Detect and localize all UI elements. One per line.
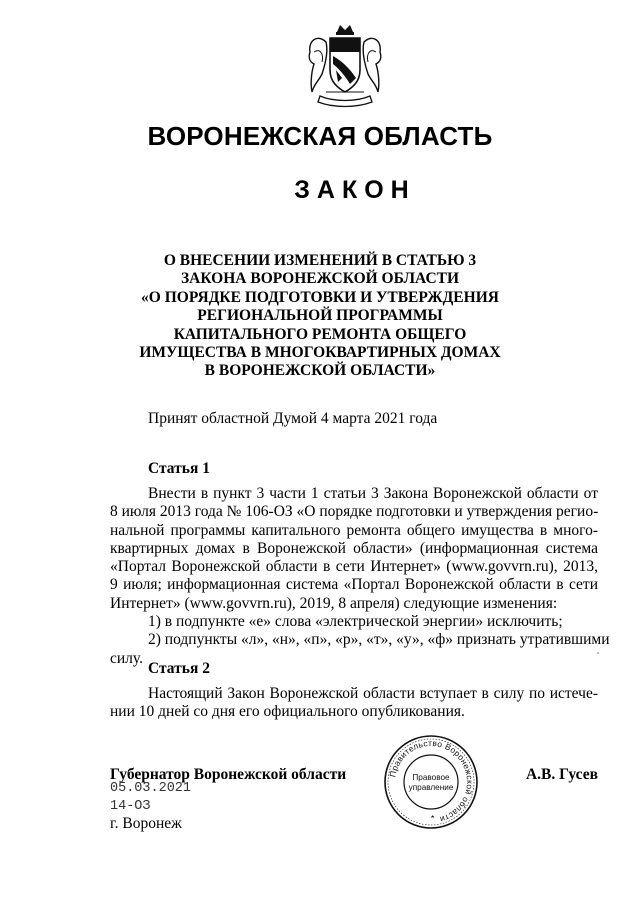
article-1-heading: Статья 1 — [148, 460, 210, 477]
law-number: 14-ОЗ — [110, 799, 151, 814]
body-line: 1) в подпункте «е» слова «электрической энергии» исключить; — [148, 613, 563, 631]
law-title-line: ИМУЩЕСТВА В МНОГОКВАРТИРНЫХ ДОМАХ — [139, 344, 501, 362]
adoption-statement: Принят областной Думой 4 марта 2021 года — [148, 410, 438, 427]
law-title-line: О ВНЕСЕНИИ ИЗМЕНЕНИЙ В СТАТЬЮ 3 — [163, 252, 477, 269]
body-line: 9 июля; информационная система «Портал Воронежской области в сети — [110, 576, 598, 594]
law-title-line: «О ПОРЯДКЕ ПОДГОТОВКИ И УТВЕРЖДЕНИЯ — [141, 288, 499, 306]
body-line: Интернет» (www.govvrn.ru), 2019, 8 апреля) следующие изменения: — [110, 594, 558, 612]
article-2-heading: Статья 2 — [148, 660, 210, 677]
body-line: 2) подпункты «л», «н», «п», «р», «т», «у», «ф» признать утратившими — [148, 631, 610, 649]
body-line: нии 10 дней со дня его официального опубликования. — [110, 703, 465, 721]
body-line: Настоящий Закон Воронежской области вступает в силу по истече- — [148, 685, 598, 702]
signing-date: 05.03.2021 — [110, 781, 192, 796]
signing-city: г. Воронеж — [110, 815, 182, 832]
body-line: Внести в пункт 3 части 1 статьи 3 Закона Воронежской области от — [148, 485, 598, 502]
law-title-line: РЕГИОНАЛЬНОЙ ПРОГРАММЫ — [197, 307, 443, 325]
scan-speck — [597, 652, 599, 654]
body-line: нальной программы капитального ремонта общего имущества в много- — [110, 521, 598, 539]
law-title-line: КАПИТАЛЬНОГО РЕМОНТА ОБЩЕГО — [173, 325, 467, 343]
article-1-body — [110, 485, 610, 668]
body-line: квартирных домах в Воронежской области» (информационная система — [110, 539, 598, 557]
article-2-body — [110, 685, 598, 722]
law-title-line: В ВОРОНЕЖСКОЙ ОБЛАСТИ» — [204, 362, 436, 380]
region-title: ВОРОНЕЖСКАЯ ОБЛАСТЬ — [147, 121, 493, 151]
coat-of-arms-emblem — [300, 22, 390, 110]
stamp-center-line-1: Правовое — [412, 773, 450, 782]
body-line: 8 июля 2013 года № 106-ОЗ «О порядке подготовки и утверждения регио- — [110, 503, 599, 521]
signatory-title: Губернатор Воронежской области — [110, 766, 347, 783]
document-type-title: ЗАКОН — [294, 176, 416, 204]
stamp-ring-text: Правительство Воронежской области — [387, 737, 476, 825]
body-line: силу. — [110, 649, 143, 667]
official-stamp — [383, 734, 479, 830]
body-line: «Портал Воронежской области в сети Интернет» (www.govvrn.ru), 2013, — [110, 558, 598, 576]
law-title — [120, 252, 520, 381]
law-title-line: ЗАКОНА ВОРОНЕЖСКОЙ ОБЛАСТИ — [180, 270, 460, 288]
stamp-center-line-2: управление — [408, 783, 454, 792]
signatory-name: А.В. Гусев — [525, 766, 598, 783]
